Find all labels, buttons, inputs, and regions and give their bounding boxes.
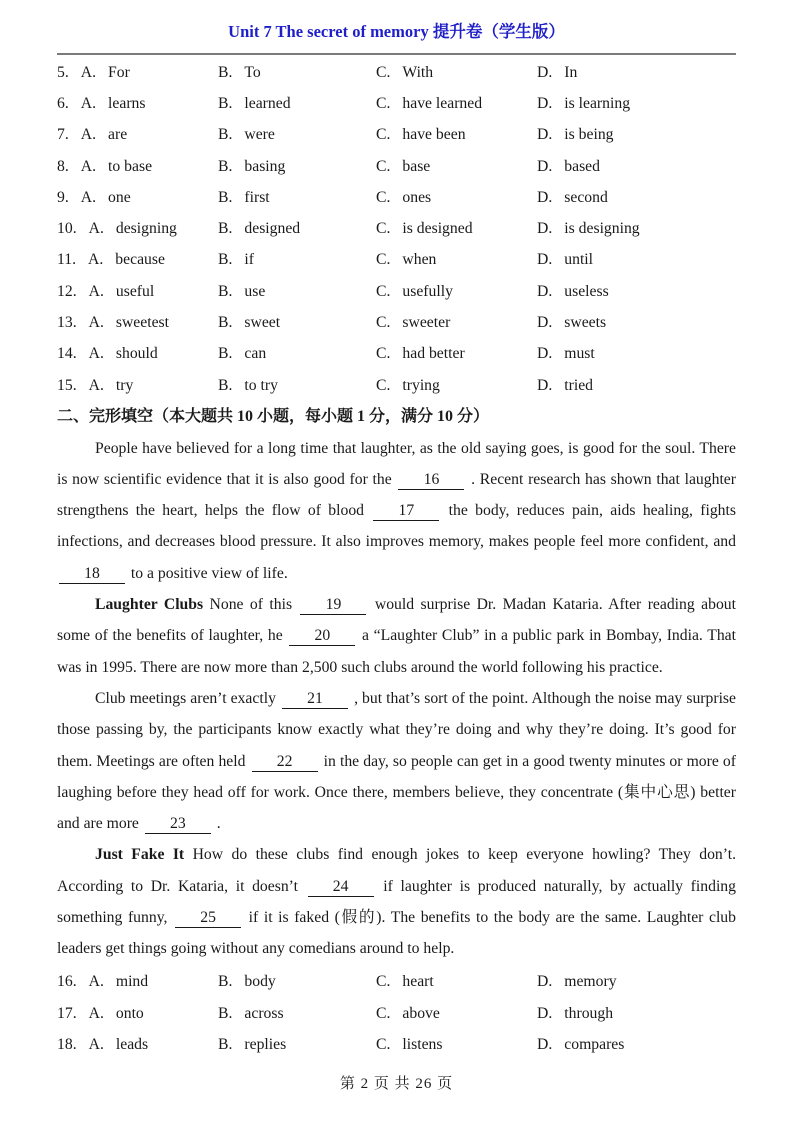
blank-22: 22	[252, 752, 318, 772]
question-row-13	[57, 307, 736, 338]
section-2-heading: 二、完形填空（本大题共 10 小题，每小题 1 分，满分 10 分）	[57, 408, 490, 426]
option-letter-a: A.	[80, 188, 97, 206]
text-segment: if it is faked (假的). The benefits to the body are the same. Laughter club leaders get things going without any comedians around to help.	[57, 909, 736, 958]
blank-16: 16	[398, 470, 464, 490]
option-d-text: compares	[564, 1035, 625, 1053]
option-letter-d: D.	[537, 251, 553, 269]
option-letter-c: C.	[376, 973, 391, 991]
option-letter-d: D.	[537, 345, 553, 363]
option-b-text: basing	[244, 157, 286, 175]
option-c-text: base	[402, 157, 431, 175]
option-letter-b: B.	[218, 282, 233, 300]
question-number: 7.	[57, 126, 69, 144]
option-letter-d: D.	[537, 973, 553, 991]
question-number: 8.	[57, 157, 69, 175]
option-c-text: trying	[402, 376, 440, 394]
option-a-text: learns	[108, 94, 146, 112]
option-c-text: With	[402, 63, 434, 81]
option-d-text: must	[564, 345, 595, 363]
option-d-text: until	[564, 251, 594, 269]
option-letter-c: C.	[376, 345, 391, 363]
option-a-text: For	[108, 63, 130, 81]
option-d-text: memory	[564, 973, 617, 991]
text-segment: How do these clubs find enough jokes to keep everyone howling? They don’t. According to Dr. Kataria, it doesn’t	[57, 846, 736, 895]
option-letter-a: A.	[88, 345, 104, 363]
option-letter-c: C.	[376, 126, 391, 144]
option-d-text: tried	[564, 376, 594, 394]
option-a-text: because	[115, 251, 165, 269]
text-segment: People have believed for a long time that laughter, as the old saying goes, is good for the soul. There is now scientific evidence that it is also good for the	[57, 439, 736, 488]
option-letter-b: B.	[218, 1035, 233, 1053]
question-row-8	[57, 151, 736, 182]
option-a-text: to base	[108, 157, 153, 175]
blank-18: 18	[59, 564, 125, 584]
option-letter-d: D.	[537, 63, 553, 81]
question-number: 11.	[57, 251, 77, 269]
option-letter-a: A.	[80, 63, 97, 81]
option-d-text: In	[564, 63, 578, 81]
option-c-text: have been	[402, 126, 466, 144]
question-number: 13.	[57, 314, 77, 332]
option-letter-c: C.	[376, 94, 391, 112]
option-a-text: designing	[115, 220, 177, 238]
option-letter-c: C.	[376, 63, 391, 81]
option-letter-d: D.	[537, 94, 553, 112]
option-letter-c: C.	[376, 251, 391, 269]
option-letter-a: A.	[88, 282, 104, 300]
option-a-text: try	[115, 376, 134, 394]
text-segment: a “Laughter Club” in a public park in Bombay, India. That was in 1995. There are now more than 2,500 such clubs around the world following his practice.	[57, 627, 736, 676]
option-letter-d: D.	[537, 126, 553, 144]
text-segment: would surprise Dr. Madan Kataria. After reading about some of the benefits of laughter, he	[57, 596, 736, 645]
option-c-text: heart	[402, 973, 434, 991]
text-segment: Club meetings aren’t exactly	[95, 689, 280, 707]
option-b-text: across	[244, 1004, 284, 1022]
option-d-text: second	[564, 188, 608, 206]
option-letter-d: D.	[537, 1035, 553, 1053]
option-letter-c: C.	[376, 314, 391, 332]
question-number: 5.	[57, 63, 69, 81]
questions-5-15	[57, 57, 736, 401]
question-number: 18.	[57, 1035, 77, 1053]
option-letter-c: C.	[376, 1004, 391, 1022]
page-title: Unit 7 The secret of memory 提升卷（学生版）	[228, 22, 565, 41]
option-b-text: if	[244, 251, 254, 269]
text-segment: . Recent research has shown that laughter strengthens the heart, helps the flow of blood	[57, 470, 736, 520]
option-a-text: should	[115, 345, 158, 363]
option-letter-b: B.	[218, 314, 233, 332]
text-segment: if laughter is produced naturally, by actually finding something funny,	[57, 877, 736, 927]
blank-17: 17	[373, 501, 439, 521]
question-row-9	[57, 182, 736, 213]
cloze-paragraph-1	[57, 433, 736, 589]
question-number: 16.	[57, 973, 77, 991]
text-segment: .	[212, 815, 221, 833]
option-a-text: leads	[115, 1035, 149, 1053]
option-c-text: had better	[402, 345, 465, 363]
question-number: 9.	[57, 188, 69, 206]
option-a-text: are	[108, 126, 128, 144]
question-row-16	[57, 967, 736, 998]
option-letter-a: A.	[80, 94, 97, 112]
text-segment: None of this	[203, 596, 299, 614]
text-segment: , but that’s sort of the point. Although the noise may surprise those passing by, the participants know exactly what they’re doing and why they’re doing. It’s good for them. Meetings are often held	[57, 689, 737, 770]
blank-24: 24	[308, 877, 374, 897]
text-segment: to a positive view of life.	[127, 564, 288, 582]
option-c-text: is designed	[402, 220, 473, 238]
option-d-text: useless	[564, 282, 609, 300]
blank-21: 21	[282, 689, 348, 709]
cloze-paragraph-3	[57, 683, 736, 839]
option-b-text: were	[244, 126, 275, 144]
option-letter-b: B.	[218, 345, 233, 363]
option-letter-b: B.	[218, 94, 233, 112]
option-letter-a: A.	[88, 1004, 104, 1022]
question-row-18	[57, 1029, 736, 1060]
option-letter-d: D.	[537, 220, 553, 238]
option-letter-b: B.	[218, 1004, 233, 1022]
option-a-text: one	[108, 188, 131, 206]
blank-25: 25	[175, 908, 241, 928]
option-letter-b: B.	[218, 126, 233, 144]
option-letter-c: C.	[376, 282, 391, 300]
question-number: 6.	[57, 94, 69, 112]
page-number-footer: 第 2 页 共 26 页	[339, 1075, 454, 1092]
question-row-12	[57, 276, 736, 307]
option-letter-a: A.	[80, 157, 97, 175]
option-c-text: usefully	[402, 282, 453, 300]
question-number: 12.	[57, 282, 77, 300]
question-row-17	[57, 998, 736, 1029]
option-c-text: above	[402, 1004, 440, 1022]
option-a-text: onto	[115, 1004, 144, 1022]
option-b-text: can	[244, 345, 267, 363]
option-letter-a: A.	[88, 251, 104, 269]
question-row-6	[57, 88, 736, 119]
option-letter-b: B.	[218, 157, 233, 175]
question-row-15	[57, 370, 736, 401]
text-segment: in the day, so people can get in a good twenty minutes or more of laughing before they head off for work. Once there, members believe, they concentrate (集中心思) better and are more	[57, 752, 736, 833]
blank-19: 19	[300, 595, 366, 615]
option-c-text: when	[402, 251, 437, 269]
option-letter-d: D.	[537, 1004, 553, 1022]
question-number: 10.	[57, 220, 77, 238]
option-b-text: first	[244, 188, 270, 206]
option-letter-c: C.	[376, 1035, 391, 1053]
option-letter-a: A.	[88, 220, 104, 238]
question-number: 17.	[57, 1004, 77, 1022]
option-b-text: To	[244, 63, 261, 81]
option-letter-b: B.	[218, 251, 233, 269]
option-letter-b: B.	[218, 376, 233, 394]
option-b-text: replies	[244, 1035, 287, 1053]
question-row-7	[57, 120, 736, 151]
option-letter-a: A.	[88, 1035, 104, 1053]
option-c-text: sweeter	[402, 314, 451, 332]
paragraph-lead: Just Fake It	[95, 846, 185, 864]
text-segment: the body, reduces pain, aids healing, fights infections, and decreases blood pressure. It also improves memory, makes people feel more confident, and	[57, 502, 736, 551]
option-letter-b: B.	[218, 63, 233, 81]
option-b-text: body	[244, 973, 276, 991]
option-letter-c: C.	[376, 376, 391, 394]
option-b-text: sweet	[244, 314, 281, 332]
option-letter-c: C.	[376, 188, 391, 206]
question-row-11	[57, 245, 736, 276]
option-letter-d: D.	[537, 188, 553, 206]
option-letter-a: A.	[88, 376, 104, 394]
questions-16-18	[57, 967, 736, 1061]
option-d-text: based	[564, 157, 600, 175]
option-b-text: to try	[244, 376, 278, 394]
question-number: 14.	[57, 345, 77, 363]
option-letter-d: D.	[537, 314, 553, 332]
option-d-text: through	[564, 1004, 614, 1022]
option-letter-b: B.	[218, 973, 233, 991]
option-c-text: ones	[402, 188, 432, 206]
option-letter-d: D.	[537, 157, 553, 175]
option-letter-c: C.	[376, 157, 391, 175]
paragraph-lead: Laughter Clubs	[95, 596, 204, 614]
blank-23: 23	[145, 814, 211, 834]
blank-20: 20	[289, 626, 355, 646]
option-letter-c: C.	[376, 220, 391, 238]
option-letter-a: A.	[88, 314, 104, 332]
option-letter-d: D.	[537, 376, 553, 394]
option-a-text: mind	[115, 973, 149, 991]
option-d-text: is designing	[564, 220, 640, 238]
question-row-14	[57, 339, 736, 370]
cloze-paragraph-4	[57, 839, 736, 964]
option-letter-a: A.	[80, 126, 97, 144]
option-d-text: sweets	[564, 314, 607, 332]
question-row-10	[57, 213, 736, 244]
option-a-text: useful	[115, 282, 155, 300]
option-letter-d: D.	[537, 282, 553, 300]
header-divider	[57, 53, 736, 55]
option-c-text: have learned	[402, 94, 483, 112]
option-b-text: use	[244, 282, 266, 300]
option-c-text: listens	[402, 1035, 443, 1053]
question-number: 15.	[57, 376, 77, 394]
option-letter-a: A.	[88, 973, 104, 991]
cloze-paragraph-2	[57, 589, 736, 683]
option-a-text: sweetest	[115, 314, 170, 332]
question-row-5	[57, 57, 736, 88]
option-b-text: learned	[244, 94, 291, 112]
option-letter-b: B.	[218, 220, 233, 238]
option-letter-b: B.	[218, 188, 233, 206]
option-d-text: is learning	[564, 94, 631, 112]
option-b-text: designed	[244, 220, 301, 238]
option-d-text: is being	[564, 126, 614, 144]
